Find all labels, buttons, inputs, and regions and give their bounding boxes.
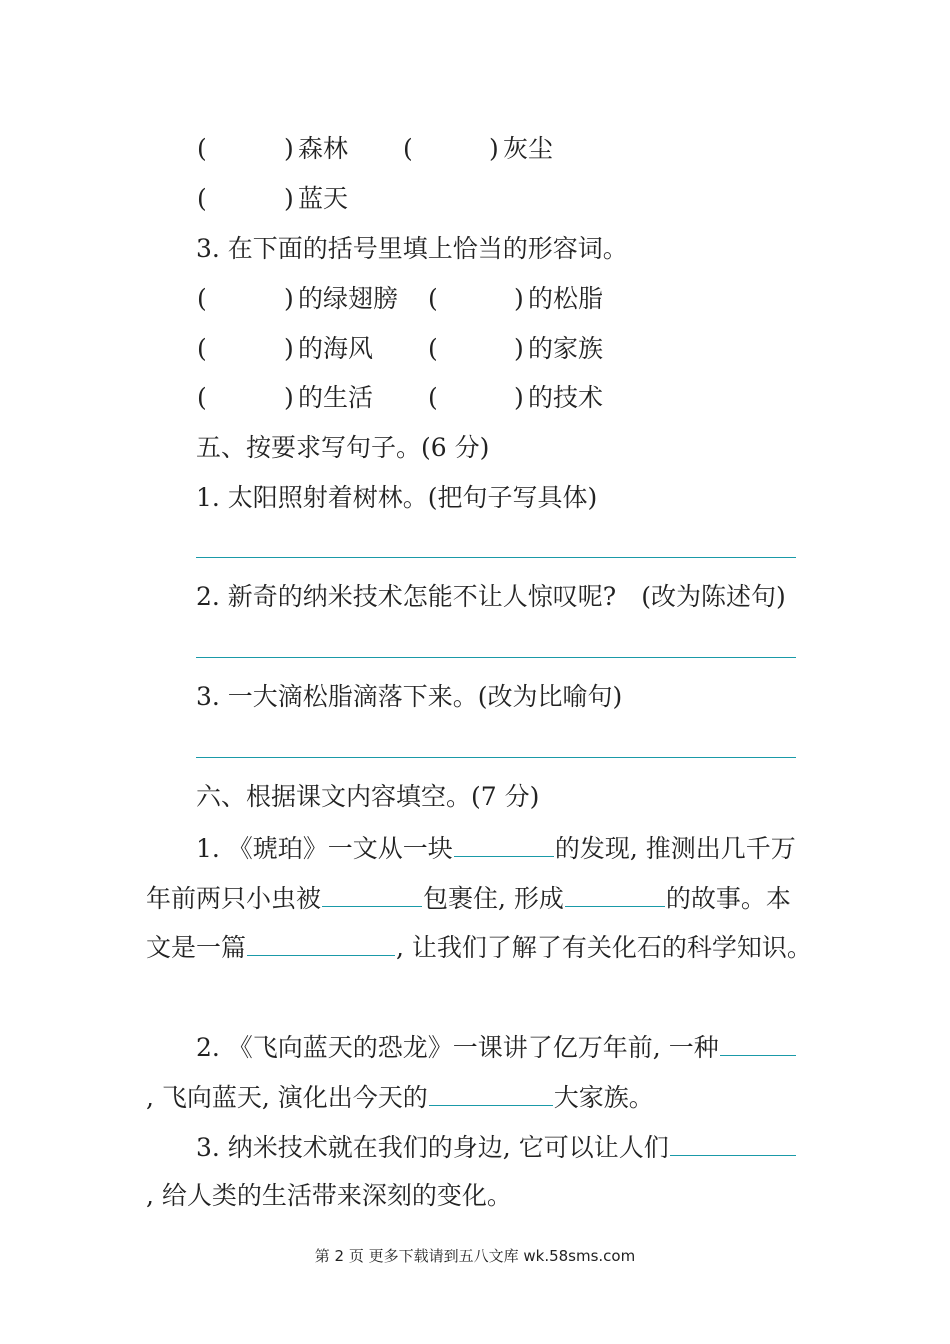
paren-open: ( <box>197 284 207 313</box>
answer-line[interactable] <box>196 757 796 758</box>
adj-item: 的生活 <box>298 383 374 412</box>
text: 3. 纳米技术就在我们的身边, 它可以让人们 <box>196 1133 669 1162</box>
paren-close: ) <box>489 134 499 163</box>
paren-open: ( <box>403 134 413 163</box>
text: 的故事。本 <box>665 884 791 913</box>
text: 大家族。 <box>553 1083 654 1112</box>
text: , 飞向蓝天, 演化出今天的 <box>146 1083 428 1112</box>
adj-item: 的技术 <box>528 383 604 412</box>
text: 的发现, 推测出几千万 <box>554 834 796 863</box>
fill-blank[interactable] <box>565 880 665 907</box>
section-6-q3-line1 <box>196 1129 797 1165</box>
fill-blank[interactable] <box>322 880 422 907</box>
word-dust: 灰尘 <box>503 134 554 163</box>
text: 2. 《飞向蓝天的恐龙》一课讲了亿万年前, 一种 <box>196 1033 719 1062</box>
paren-close: ) <box>514 334 524 363</box>
paren-close: ) <box>284 134 294 163</box>
paren-close: ) <box>284 383 294 412</box>
section-6-q1-line1 <box>196 830 796 866</box>
section-5-q3: 3. 一大滴松脂滴落下来。(改为比喻句) <box>196 682 623 711</box>
answer-line[interactable] <box>196 657 796 658</box>
paren-open: ( <box>428 284 438 313</box>
text: , 让我们了解了有关化石的科学知识。 <box>396 933 812 962</box>
paren-open: ( <box>428 334 438 363</box>
fill-blank[interactable] <box>720 1029 796 1056</box>
adj-item: 的家族 <box>528 334 604 363</box>
section-5-q1: 1. 太阳照射着树林。(把句子写具体) <box>196 483 598 512</box>
fill-blank[interactable] <box>429 1079 553 1106</box>
text: , 给人类的生活带来深刻的变化。 <box>146 1181 512 1210</box>
paren-open: ( <box>197 184 207 213</box>
paren-open: ( <box>197 383 207 412</box>
section-6-q1-line3 <box>146 929 812 965</box>
adj-item: 的绿翅膀 <box>298 284 399 313</box>
paren-open: ( <box>428 383 438 412</box>
paren-close: ) <box>284 334 294 363</box>
text: 包裹住, 形成 <box>423 884 564 913</box>
section-6-q1-line2 <box>146 880 791 916</box>
text: 文是一篇 <box>146 933 247 962</box>
adj-item: 的海风 <box>298 334 374 363</box>
fill-blank[interactable] <box>247 929 395 956</box>
paren-open: ( <box>197 334 207 363</box>
section-6-q2-line1 <box>196 1029 797 1065</box>
word-forest: 森林 <box>298 134 349 163</box>
paren-close: ) <box>514 284 524 313</box>
fill-blank[interactable] <box>454 830 554 857</box>
section-6-title: 六、根据课文内容填空。(7 分) <box>196 782 540 811</box>
paren-close: ) <box>284 184 294 213</box>
paren-close: ) <box>514 383 524 412</box>
fill-blank[interactable] <box>670 1129 796 1156</box>
page-footer: 第 2 页 更多下载请到五八文库 wk.58sms.com <box>314 1247 636 1265</box>
adj-item: 的松脂 <box>528 284 604 313</box>
question-3-title: 3. 在下面的括号里填上恰当的形容词。 <box>196 234 628 263</box>
answer-line[interactable] <box>196 557 796 558</box>
section-6-q2-line2 <box>146 1079 654 1115</box>
section-6-q3-line2 <box>146 1179 512 1213</box>
text: 1. 《琥珀》一文从一块 <box>196 834 453 863</box>
word-blue-sky: 蓝天 <box>298 184 349 213</box>
section-5-title: 五、按要求写句子。(6 分) <box>196 433 490 462</box>
section-5-q2: 2. 新奇的纳米技术怎能不让人惊叹呢? (改为陈述句) <box>196 582 786 611</box>
paren-open: ( <box>197 134 207 163</box>
paren-close: ) <box>284 284 294 313</box>
text: 年前两只小虫被 <box>146 884 322 913</box>
